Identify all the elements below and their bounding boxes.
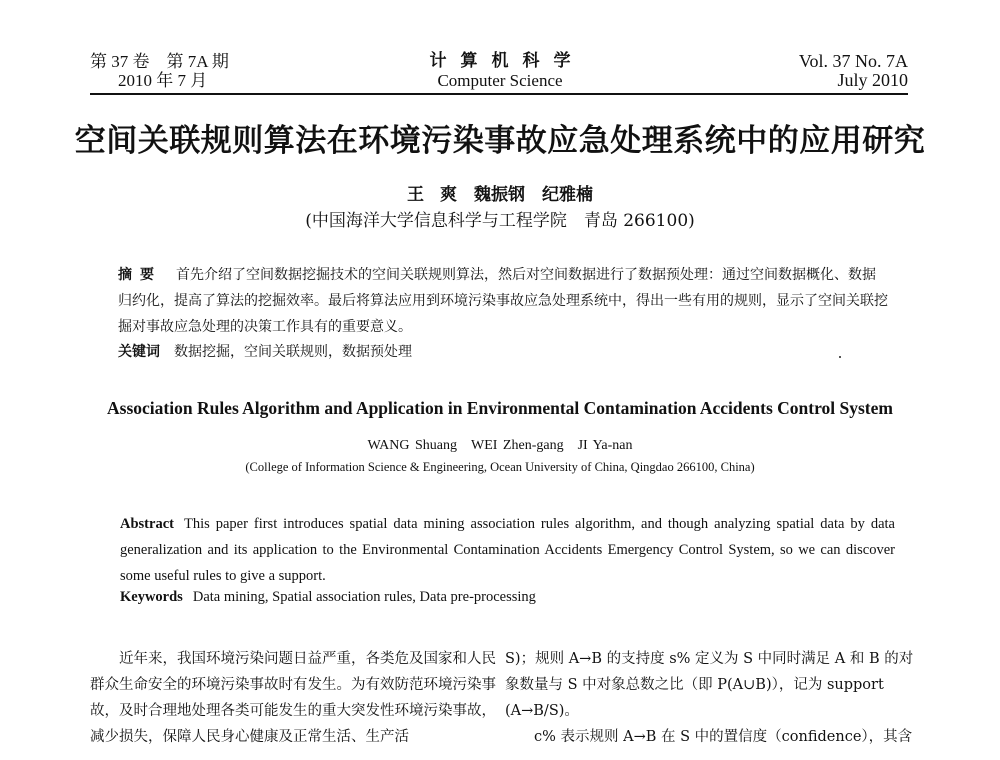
journal-name-en: Computer Science [437, 71, 563, 90]
body-column-left [90, 646, 500, 750]
keywords-en-text: Data mining, Spatial association rules, Data pre-processing [192, 589, 536, 605]
affiliation-en: (College of Information Science & Engineering, Ocean University of China, Qingdao 266100, China) [245, 460, 755, 474]
authors-cn: 王 爽 魏振钢 纪雅楠 [407, 185, 593, 205]
keywords-en-label: Keywords [120, 589, 183, 605]
issue-info-en [799, 52, 908, 90]
body-paragraph: S)；规则 A→B 的支持度 s% 定义为 S 中同时满足 A 和 B 的对象数量与 S 中对象总数之比（即 P(A∪B)），记为 support (A→B/S)。 [505, 651, 914, 719]
paper-title-en: Association Rules Algorithm and Application in Environmental Contamination Accidents Control System [107, 398, 893, 418]
abstract-cn-text: 首先介绍了空间数据挖掘技术的空间关联规则算法，然后对空间数据进行了数据预处理：通过空间数据概化、数据归约化，提高了算法的挖掘效率。最后将算法应用到环境污染事故应急处理系统中，得出一些有用的规则，显示了空间关联挖掘对事故应急处理的决策工作具有的重要意义。 [118, 267, 888, 335]
volume-cn: 第 37 卷 第 7A 期 [90, 52, 229, 71]
body-paragraph: 近年来，我国环境污染问题日益严重，各类危及国家和人民群众生命安全的环境污染事故时有发生。为有效防范环境污染事故，及时合理地处理各类可能发生的重大突发性环境污染事故，减少损失，保障人民身心健康及正常生活、生产活 [90, 651, 496, 745]
body-column-right [505, 646, 915, 750]
abstract-cn-label: 摘要 [118, 267, 162, 283]
abstract-en-label: Abstract [120, 516, 174, 532]
header-rule [90, 93, 908, 95]
date-cn: 2010 年 7 月 [118, 71, 208, 90]
keywords-cn [118, 341, 412, 361]
affiliation-cn: (中国海洋大学信息科学与工程学院 青岛 266100) [305, 211, 695, 231]
date-en: July 2010 [837, 70, 908, 90]
keywords-en [120, 589, 536, 606]
abstract-cn [118, 262, 888, 340]
abstract-en-text: This paper first introduces spatial data mining association rules algorithm, and though analyzing spatial data by data generalization and its application to the Environmental Contamination Accidents Emergency Control System, so we can discover some useful rules to give a support. [120, 516, 895, 584]
abstract-en [120, 511, 895, 589]
scan-speck [839, 356, 841, 358]
keywords-cn-text: 数据挖掘，空间关联规则，数据预处理 [174, 344, 412, 360]
authors-en: WANG Shuang WEI Zhen-gang JI Ya-nan [367, 438, 633, 453]
journal-name-cn: 计算机科学 [429, 51, 585, 71]
volume-en: Vol. 37 No. 7A [798, 51, 908, 71]
body-paragraph: c% 表示规则 A→B 在 S 中的置信度（confidence），其含 [534, 729, 913, 745]
keywords-cn-label: 关键词 [118, 344, 160, 360]
paper-title-cn: 空间关联规则算法在环境污染事故应急处理系统中的应用研究 [74, 123, 926, 159]
